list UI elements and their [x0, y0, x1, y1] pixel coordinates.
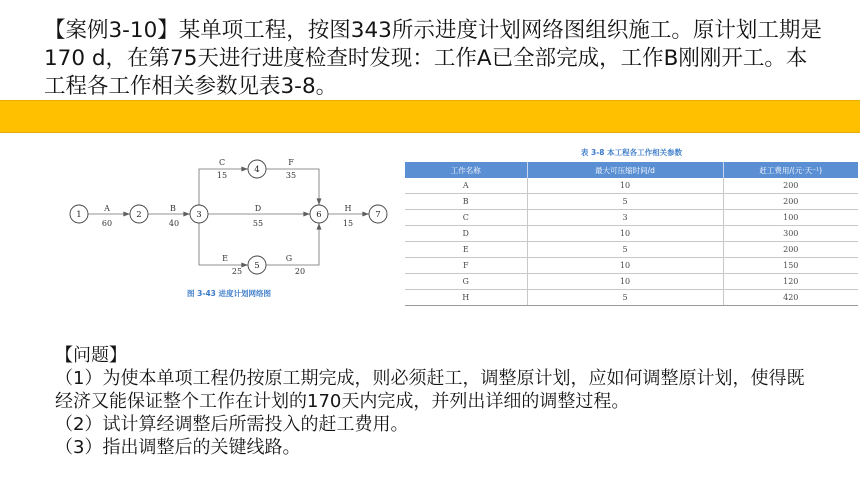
- network-diagram: [55, 145, 400, 305]
- activity-h-name: H: [344, 204, 352, 213]
- activity-a-duration: 60: [101, 219, 113, 228]
- diagram-caption: 图 3-43 进度计划网络图: [187, 289, 271, 298]
- highlight-bar: [0, 100, 860, 133]
- cell-max-compress: 5: [527, 194, 723, 210]
- table-row: [405, 178, 858, 194]
- node-3-label: 3: [196, 210, 202, 220]
- case-description-line: 工程各工作相关参数见表3-8。: [44, 74, 338, 99]
- node-6-label: 6: [316, 210, 322, 220]
- node-5-label: 5: [254, 261, 260, 271]
- activity-d-duration: 55: [252, 219, 264, 228]
- questions-section: [55, 344, 804, 459]
- cell-max-compress: 10: [527, 178, 723, 194]
- node-2-label: 2: [136, 210, 142, 220]
- cell-max-compress: 10: [527, 258, 723, 274]
- cell-crash-cost: 420: [723, 290, 858, 306]
- activity-c-name: C: [218, 158, 226, 167]
- table-header-row: [405, 162, 858, 178]
- cell-work-name: E: [405, 242, 527, 258]
- case-description-line: 【案例3-10】某单项工程，按图343所示进度计划网络图组织施工。原计划工期是: [44, 18, 822, 43]
- cell-max-compress: 5: [527, 290, 723, 306]
- cell-work-name: H: [405, 290, 527, 306]
- cell-max-compress: 3: [527, 210, 723, 226]
- cell-work-name: A: [405, 178, 527, 194]
- activity-f-duration: 35: [285, 171, 297, 180]
- cell-max-compress: 5: [527, 242, 723, 258]
- activity-g-name: G: [285, 254, 293, 263]
- activity-a-name: A: [104, 204, 110, 213]
- cell-crash-cost: 200: [723, 178, 858, 194]
- cell-max-compress: 10: [527, 226, 723, 242]
- node-4-label: 4: [254, 165, 260, 175]
- activity-f-name: F: [288, 158, 294, 167]
- cell-max-compress: 10: [527, 274, 723, 290]
- column-header-max-compress: 最大可压缩时间/d: [527, 162, 723, 178]
- table-row: [405, 242, 858, 258]
- edge-g: [266, 223, 319, 265]
- cell-work-name: G: [405, 274, 527, 290]
- cell-work-name: D: [405, 226, 527, 242]
- table-row: [405, 258, 858, 274]
- questions-heading: 【问题】: [55, 345, 127, 366]
- table-title: 表 3-8 本工程各工作相关参数: [580, 148, 683, 157]
- activity-b-duration: 40: [168, 219, 180, 228]
- cell-work-name: B: [405, 194, 527, 210]
- table-row: [405, 226, 858, 242]
- table-row: [405, 194, 858, 210]
- column-header-crash-cost: 赶工费用/(元·天⁻¹): [723, 162, 858, 178]
- cell-crash-cost: 150: [723, 258, 858, 274]
- activity-d-name: D: [254, 204, 262, 213]
- cell-crash-cost: 100: [723, 210, 858, 226]
- question-line: （1）为使本单项工程仍按原工期完成，则必须赶工，调整原计划，应如何调整原计划，使得既: [55, 368, 805, 389]
- cell-crash-cost: 120: [723, 274, 858, 290]
- cell-crash-cost: 200: [723, 194, 858, 210]
- table-row: [405, 290, 858, 306]
- parameters-table: [405, 162, 858, 306]
- case-description-line: 170 d，在第75天进行进度检查时发现：工作A已全部完成，工作B刚刚开工。本: [44, 46, 808, 71]
- cell-crash-cost: 300: [723, 226, 858, 242]
- question-line: 经济又能保证整个工作在计划的170天内完成，并列出详细的调整过程。: [55, 391, 630, 412]
- cell-crash-cost: 200: [723, 242, 858, 258]
- node-7-label: 7: [375, 210, 381, 220]
- activity-h-duration: 15: [342, 219, 354, 228]
- activity-b-name: B: [170, 204, 176, 213]
- question-line: （3）指出调整后的关键线路。: [55, 437, 301, 458]
- cell-work-name: F: [405, 258, 527, 274]
- activity-e-name: E: [222, 254, 228, 263]
- case-description: [44, 17, 822, 101]
- activity-c-duration: 15: [216, 171, 228, 180]
- node-1-label: 1: [76, 210, 82, 220]
- activity-e-duration: 25: [231, 267, 243, 276]
- cell-work-name: C: [405, 210, 527, 226]
- question-line: （2）试计算经调整后所需投入的赶工费用。: [55, 414, 409, 435]
- column-header-work-name: 工作名称: [405, 162, 527, 178]
- activity-g-duration: 20: [294, 267, 306, 276]
- table-row: [405, 210, 858, 226]
- table-row: [405, 274, 858, 290]
